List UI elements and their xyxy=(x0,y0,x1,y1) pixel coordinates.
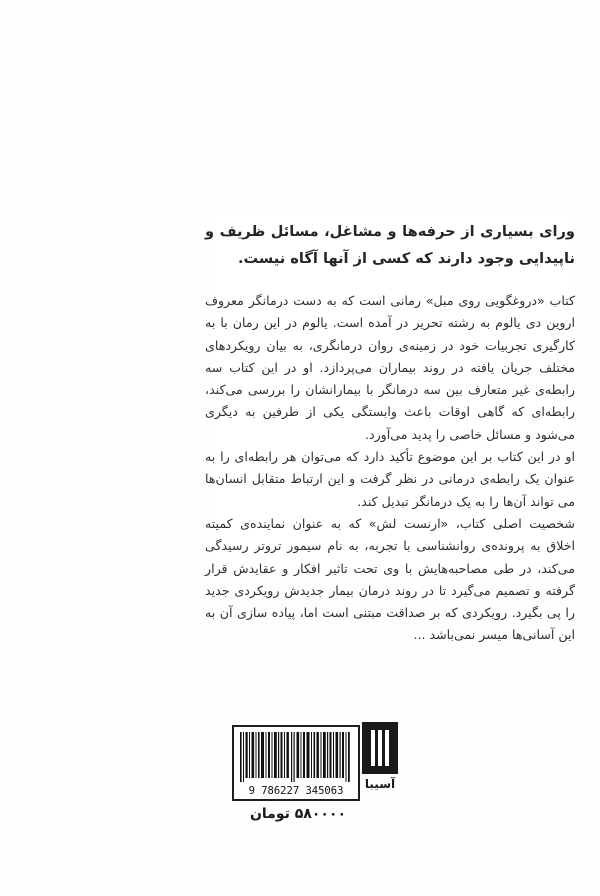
publisher-name: آسیبا xyxy=(364,777,396,791)
barcode-bars xyxy=(240,732,352,782)
isbn-barcode xyxy=(232,725,360,801)
blurb-paragraph: او در این کتاب بر این موضوع تأکید دارد که می‌توان هر رابطه‌ای را به عنوان یک رابطه‌ی درمانی در نظر گرفت و این ارتباط متقابل انسان‌ها می تواند آن‌ها را به یک درمانگر تبدیل کند. xyxy=(205,449,575,509)
blurb-paragraph: شخصیت اصلی کتاب، «ارنست لش» که به عنوان نماینده‌ی کمیته اخلاق به پرونده‌ی روانشناسی با تجربه، به نام سیمور تروتر رسیدگی می‌کند، در طی مصاحبه‌هایش با وی تحت تاثیر افکار و عقایدش قرار گرفته و تصمیم می‌گیرد تا در روند درمان بیمار جدیدش رویکردی جدید را پی بگیرد. رویکردی که بر صداقت مبتنی است اما، پیاده سازی آن به این آسانی‌ها میسر نمی‌باشد ... xyxy=(205,515,575,643)
isbn-number: 9 786227 345063 xyxy=(248,785,344,797)
tagline: ورای بسیاری از حرفه‌ها و مشاغل، مسائل ظریف و ناپیدایی وجود دارند که کسی از آنها آگاه نیست. xyxy=(205,223,575,267)
blurb-paragraph: کتاب «دروغگویی روی مبل» رمانی است که به دست درمانگر معروف اروین دی یالوم به رشته تحریر در آمده است. یالوم در این رمان با به کارگیری تجربیات خود در زمینه‌ی روان درمانگری، به بیان رویکردهای مختلف جریان یافته در روند بیماران می‌پردازد. او در این کتاب سه رابطه‌ی غیر متعارف بین سه درمانگر با بیمارانشان را بررسی می‌کند، رابطه‌ای که گاهی اوقات باعث وابستگی یکی از طرفین به دیگری می‌شود و مسائل خاصی را پدید می‌آورد. xyxy=(205,293,575,442)
blurb xyxy=(205,290,575,647)
price: ۵۸۰۰۰۰ تومان xyxy=(249,806,347,822)
